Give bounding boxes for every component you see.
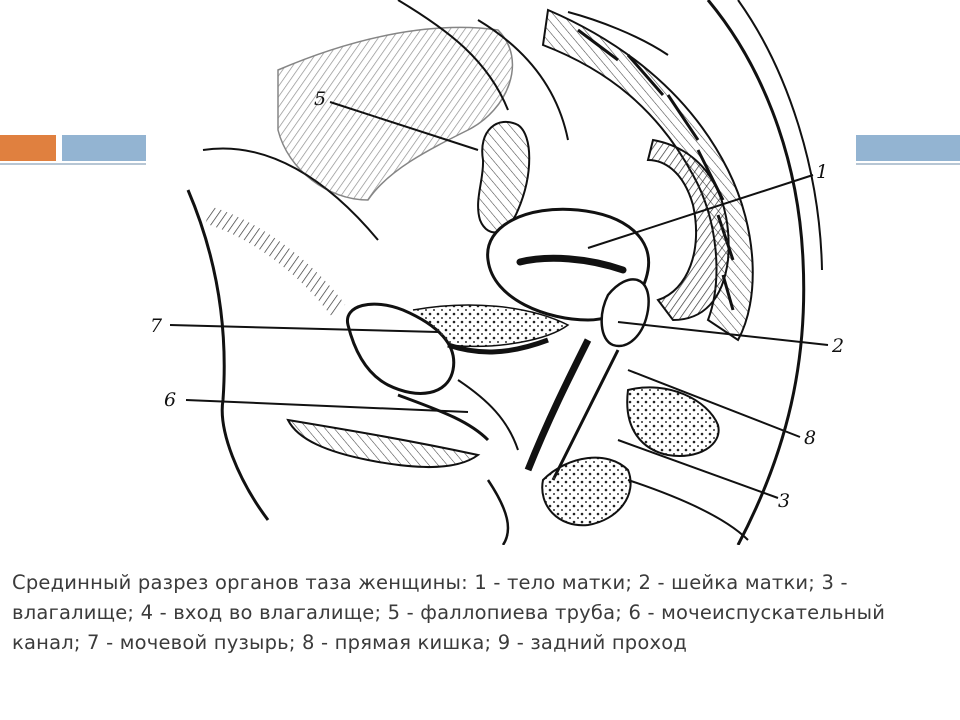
decorative-line-left (0, 163, 146, 165)
label-1: 1 (816, 161, 829, 183)
label-6: 6 (164, 389, 177, 411)
label-3: 3 (778, 490, 791, 512)
pelvis-section-illustration (148, 0, 868, 545)
decorative-bar-blue-left (62, 135, 146, 161)
vagina (528, 340, 588, 470)
label-8: 8 (804, 427, 817, 449)
figure-caption: Срединный разрез органов таза женщины: 1 - тело матки; 2 - шейка матки; 3 - влагалище; 4 - вход во влагалище; 5 - фаллопиева труба; 6 - мочеиспускательный канал; 7 - мочевой пузырь; 8 - прямая кишка; 9 - задний проход (12, 571, 886, 654)
label-7: 7 (150, 315, 163, 337)
bladder (347, 304, 568, 393)
label-5: 5 (314, 88, 327, 110)
decorative-bar-orange (0, 135, 56, 161)
urethra (288, 380, 518, 467)
label-2: 2 (832, 335, 845, 357)
decorative-line-right (856, 163, 960, 165)
decorative-bar-blue-right (856, 135, 960, 161)
